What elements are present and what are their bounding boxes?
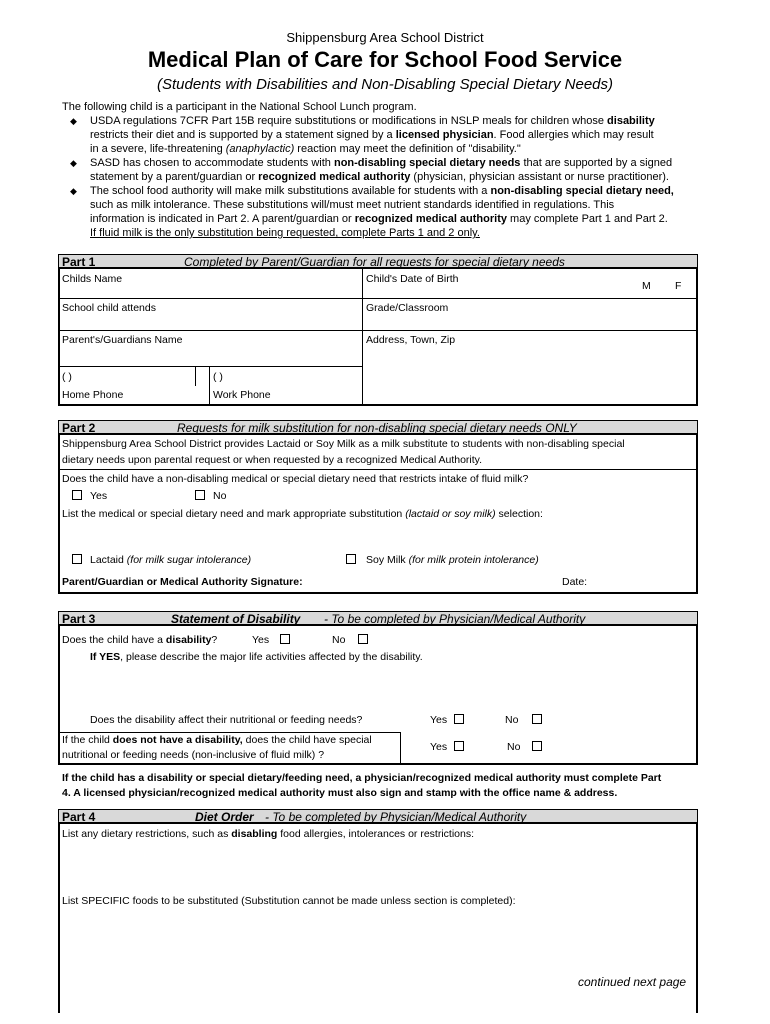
home-phone-area-code[interactable]: ( ) — [62, 371, 72, 383]
part3-q1-no-label: No — [332, 634, 346, 646]
intro-bullet-1: USDA regulations 7CFR Part 15B require substitutions or modifications in NSLP meals for children whose disability — [90, 115, 655, 127]
part3-q2-yes-checkbox[interactable] — [454, 714, 464, 724]
part3-note-line1: If the child has a disability or special dietary/feeding need, a physician/recognized medical authority must complete Part — [62, 772, 662, 784]
bullet-diamond-icon: ◆ — [70, 186, 77, 196]
part2-info-line2: dietary needs upon parental request or when requested by a recognized Medical Authority. — [62, 454, 483, 466]
intro-bullet-2-line2: statement by a parent/guardian or recognized medical authority (physician, physician assistant or nurse practitioner). — [90, 171, 669, 183]
part3-note-line2: 4. A licensed physician/recognized medical authority must also sign and stamp with the office name & address. — [62, 787, 618, 799]
home-phone-field[interactable]: Home Phone — [62, 389, 124, 401]
part3-q1-yes-checkbox[interactable] — [280, 634, 290, 644]
lactaid-checkbox[interactable] — [72, 554, 82, 564]
continued-note: continued next page — [578, 975, 687, 989]
form-title: Medical Plan of Care for School Food Service — [147, 47, 623, 72]
address-field[interactable]: Address, Town, Zip — [366, 334, 456, 346]
sex-m-option[interactable]: M — [642, 280, 651, 292]
lactaid-label: Lactaid (for milk sugar intolerance) — [90, 554, 252, 566]
part2-signature-field[interactable]: Parent/Guardian or Medical Authority Signature: — [62, 576, 303, 588]
intro-bullet-1-line2: restricts their diet and is supported by a statement signed by a licensed physician. Food allergies which may result — [90, 129, 654, 141]
part3-q2-yes-label: Yes — [430, 714, 448, 726]
work-phone-field[interactable]: Work Phone — [213, 389, 271, 401]
part2-list-prompt: List the medical or special dietary need and mark appropriate substitution (lactaid or soy milk) selection: — [62, 508, 543, 520]
part2-heading: Requests for milk substitution for non-disabling special dietary needs ONLY — [177, 421, 577, 435]
school-field[interactable]: School child attends — [62, 302, 156, 314]
part3-q3-no-checkbox[interactable] — [532, 741, 542, 751]
part3-header — [58, 611, 698, 626]
part3-label: Part 3 — [62, 612, 96, 626]
part3-q3-no-label: No — [507, 741, 521, 753]
intro-bullet-3-line2: such as milk intolerance. These substitutions will/must meet nutrient standards identified in regulations. This — [90, 199, 615, 211]
part3-question-disability: Does the child have a disability? — [62, 634, 218, 646]
part4-heading-sub: - To be completed by Physician/Medical Authority — [265, 810, 527, 824]
soy-milk-checkbox[interactable] — [346, 554, 356, 564]
district-name: Shippensburg Area School District — [286, 30, 484, 45]
part4-restrictions-field[interactable]: List any dietary restrictions, such as disabling food allergies, intolerances or restrictions: — [62, 828, 475, 840]
part3-heading-sub: - To be completed by Physician/Medical Authority — [324, 612, 586, 626]
part2-date-field[interactable]: Date: — [562, 576, 588, 588]
intro-bullet-3: The school food authority will make milk substitutions available for students with a non-disabling special dietary need, — [90, 185, 674, 197]
part2-label: Part 2 — [62, 421, 96, 435]
part3-q1-yes-label: Yes — [252, 634, 270, 646]
part1-heading: Completed by Parent/Guardian for all requests for special dietary needs — [184, 255, 565, 269]
grade-field[interactable]: Grade/Classroom — [366, 302, 449, 314]
bullet-diamond-icon: ◆ — [70, 158, 77, 168]
part4-header — [58, 809, 698, 824]
part1-header — [58, 254, 698, 269]
part2-question: Does the child have a non-disabling medical or special dietary need that restricts intake of fluid milk? — [62, 473, 529, 485]
part2-no-checkbox[interactable] — [195, 490, 205, 500]
part3-question-nondisability-line2: nutritional or feeding needs (non-inclusive of fluid milk) ? — [62, 749, 325, 761]
part2-yes-label: Yes — [90, 490, 108, 502]
part4-heading-title: Diet Order — [195, 810, 254, 824]
part2-info-line1: Shippensburg Area School District provides Lactaid or Soy Milk as a milk substitute to students with non-disabling special — [62, 438, 625, 450]
part3-q1-followup: If YES, please describe the major life activities affected by the disability. — [90, 651, 423, 663]
part4-specific-foods-field[interactable]: List SPECIFIC foods to be substituted (Substitution cannot be made unless section is completed): — [62, 895, 516, 907]
intro-lead: The following child is a participant in the National School Lunch program. — [62, 101, 417, 113]
sex-f-option[interactable]: F — [675, 280, 682, 292]
soy-milk-label: Soy Milk (for milk protein intolerance) — [366, 554, 539, 566]
part3-q2-no-label: No — [505, 714, 519, 726]
part4-label: Part 4 — [62, 810, 96, 824]
part2-yes-checkbox[interactable] — [72, 490, 82, 500]
part1-label: Part 1 — [62, 255, 96, 269]
part3-heading-title: Statement of Disability — [171, 612, 301, 626]
child-dob-field[interactable]: Child's Date of Birth — [366, 273, 459, 285]
intro-bullet-2: SASD has chosen to accommodate students with non-disabling special dietary needs that are supported by a signed — [90, 157, 673, 169]
part3-q3-yes-label: Yes — [430, 741, 448, 753]
part3-question-feeding: Does the disability affect their nutritional or feeding needs? — [90, 714, 363, 726]
intro-bullet-3-line3: information is indicated in Part 2. A parent/guardian or recognized medical authority may complete Part 1 and Part 2. — [90, 213, 668, 225]
child-name-field[interactable]: Childs Name — [62, 273, 123, 285]
part3-q2-no-checkbox[interactable] — [532, 714, 542, 724]
part3-question-nondisability: If the child does not have a disability, does the child have special — [62, 734, 372, 746]
parent-name-field[interactable]: Parent's/Guardians Name — [62, 334, 183, 346]
part2-no-label: No — [213, 490, 227, 502]
intro-bullet-3-line4: If fluid milk is the only substitution being requested, complete Parts 1 and 2 only. — [90, 227, 480, 239]
bullet-diamond-icon: ◆ — [70, 116, 77, 126]
part3-q3-yes-checkbox[interactable] — [454, 741, 464, 751]
part2-header — [58, 420, 698, 435]
form-subtitle: (Students with Disabilities and Non-Disabling Special Dietary Needs) — [156, 76, 614, 93]
intro-bullet-1-line3: in a severe, life-threatening (anaphylactic) reaction may meet the definition of "disability." — [90, 143, 521, 155]
work-phone-area-code[interactable]: ( ) — [213, 371, 223, 383]
part3-q1-no-checkbox[interactable] — [358, 634, 368, 644]
